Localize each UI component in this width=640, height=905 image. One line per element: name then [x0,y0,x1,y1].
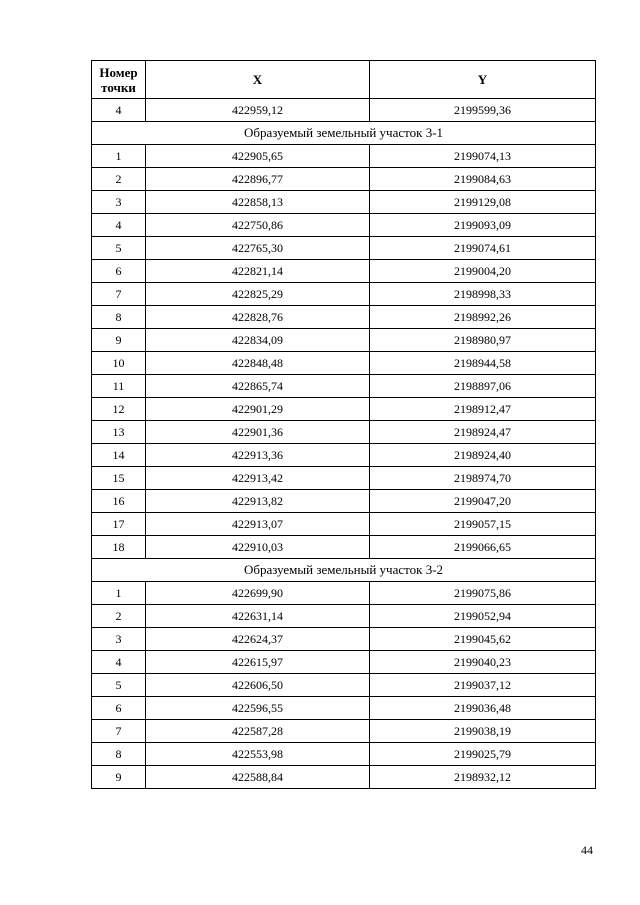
y-coordinate-cell: 2199084,63 [370,168,596,191]
x-coordinate-cell: 422615,97 [146,651,370,674]
x-coordinate-cell: 422910,03 [146,536,370,559]
table-row [92,99,596,122]
x-coordinate-cell: 422858,13 [146,191,370,214]
point-number-cell: 17 [92,513,146,536]
point-number-cell: 5 [92,674,146,697]
table-row [92,145,596,168]
point-number-cell: 4 [92,214,146,237]
y-coordinate-cell: 2199025,79 [370,743,596,766]
x-coordinate-cell: 422821,14 [146,260,370,283]
point-number-cell: 1 [92,145,146,168]
y-coordinate-cell: 2199057,15 [370,513,596,536]
y-coordinate-cell: 2199038,19 [370,720,596,743]
y-coordinate-cell: 2199052,94 [370,605,596,628]
y-coordinate-cell: 2199004,20 [370,260,596,283]
y-coordinate-cell: 2199074,13 [370,145,596,168]
header-y: Y [370,61,596,99]
x-coordinate-cell: 422865,74 [146,375,370,398]
y-coordinate-cell: 2199129,08 [370,191,596,214]
y-coordinate-cell: 2198992,26 [370,306,596,329]
header-x: X [146,61,370,99]
x-coordinate-cell: 422699,90 [146,582,370,605]
point-number-cell: 5 [92,237,146,260]
coordinates-table [91,60,596,789]
point-number-cell: 14 [92,444,146,467]
table-row [92,513,596,536]
section-title: Образуемый земельный участок 3-2 [92,559,596,582]
point-number-cell: 6 [92,697,146,720]
table-row [92,674,596,697]
y-coordinate-cell: 2198924,40 [370,444,596,467]
table-row [92,306,596,329]
y-coordinate-cell: 2198974,70 [370,467,596,490]
y-coordinate-cell: 2198912,47 [370,398,596,421]
point-number-cell: 12 [92,398,146,421]
point-number-cell: 6 [92,260,146,283]
header-row [92,61,596,99]
x-coordinate-cell: 422913,42 [146,467,370,490]
y-coordinate-cell: 2198897,06 [370,375,596,398]
y-coordinate-cell: 2199074,61 [370,237,596,260]
point-number-cell: 4 [92,651,146,674]
point-number-cell: 7 [92,283,146,306]
x-coordinate-cell: 422624,37 [146,628,370,651]
table-row [92,444,596,467]
table-row [92,421,596,444]
point-number-cell: 13 [92,421,146,444]
y-coordinate-cell: 2198998,33 [370,283,596,306]
header-point-number: Номер точки [92,61,146,99]
x-coordinate-cell: 422596,55 [146,697,370,720]
table-row [92,582,596,605]
table-row [92,651,596,674]
point-number-cell: 18 [92,536,146,559]
x-coordinate-cell: 422553,98 [146,743,370,766]
point-number-cell: 8 [92,743,146,766]
table-row [92,628,596,651]
x-coordinate-cell: 422905,65 [146,145,370,168]
point-number-cell: 9 [92,329,146,352]
y-coordinate-cell: 2198924,47 [370,421,596,444]
x-coordinate-cell: 422750,86 [146,214,370,237]
table-row [92,398,596,421]
y-coordinate-cell: 2199066,65 [370,536,596,559]
y-coordinate-cell: 2199093,09 [370,214,596,237]
table-row [92,260,596,283]
x-coordinate-cell: 422828,76 [146,306,370,329]
y-coordinate-cell: 2199599,36 [370,99,596,122]
x-coordinate-cell: 422588,84 [146,766,370,789]
x-coordinate-cell: 422834,09 [146,329,370,352]
y-coordinate-cell: 2198980,97 [370,329,596,352]
point-number-cell: 1 [92,582,146,605]
table-row [92,766,596,789]
table-row [92,214,596,237]
table-row [92,375,596,398]
section-row [92,122,596,145]
y-coordinate-cell: 2199036,48 [370,697,596,720]
table-row [92,720,596,743]
y-coordinate-cell: 2199040,23 [370,651,596,674]
table-row [92,283,596,306]
table-row [92,697,596,720]
x-coordinate-cell: 422848,48 [146,352,370,375]
x-coordinate-cell: 422901,36 [146,421,370,444]
y-coordinate-cell: 2199037,12 [370,674,596,697]
x-coordinate-cell: 422913,82 [146,490,370,513]
point-number-cell: 2 [92,168,146,191]
x-coordinate-cell: 422901,29 [146,398,370,421]
page-number: 44 [581,843,593,857]
x-coordinate-cell: 422896,77 [146,168,370,191]
table-row [92,536,596,559]
point-number-cell: 9 [92,766,146,789]
table-row [92,352,596,375]
table-row [92,467,596,490]
table-row [92,191,596,214]
x-coordinate-cell: 422825,29 [146,283,370,306]
point-number-cell: 4 [92,99,146,122]
point-number-cell: 2 [92,605,146,628]
x-coordinate-cell: 422959,12 [146,99,370,122]
x-coordinate-cell: 422913,07 [146,513,370,536]
table-body [92,99,596,789]
x-coordinate-cell: 422913,36 [146,444,370,467]
y-coordinate-cell: 2198944,58 [370,352,596,375]
table-row [92,168,596,191]
x-coordinate-cell: 422606,50 [146,674,370,697]
table-row [92,329,596,352]
point-number-cell: 11 [92,375,146,398]
table-row [92,237,596,260]
x-coordinate-cell: 422765,30 [146,237,370,260]
y-coordinate-cell: 2199047,20 [370,490,596,513]
section-row [92,559,596,582]
point-number-cell: 3 [92,191,146,214]
section-title: Образуемый земельный участок 3-1 [92,122,596,145]
y-coordinate-cell: 2198932,12 [370,766,596,789]
y-coordinate-cell: 2199045,62 [370,628,596,651]
point-number-cell: 8 [92,306,146,329]
y-coordinate-cell: 2199075,86 [370,582,596,605]
x-coordinate-cell: 422631,14 [146,605,370,628]
point-number-cell: 16 [92,490,146,513]
table-row [92,490,596,513]
point-number-cell: 7 [92,720,146,743]
point-number-cell: 10 [92,352,146,375]
point-number-cell: 3 [92,628,146,651]
table-row [92,605,596,628]
point-number-cell: 15 [92,467,146,490]
x-coordinate-cell: 422587,28 [146,720,370,743]
table-row [92,743,596,766]
